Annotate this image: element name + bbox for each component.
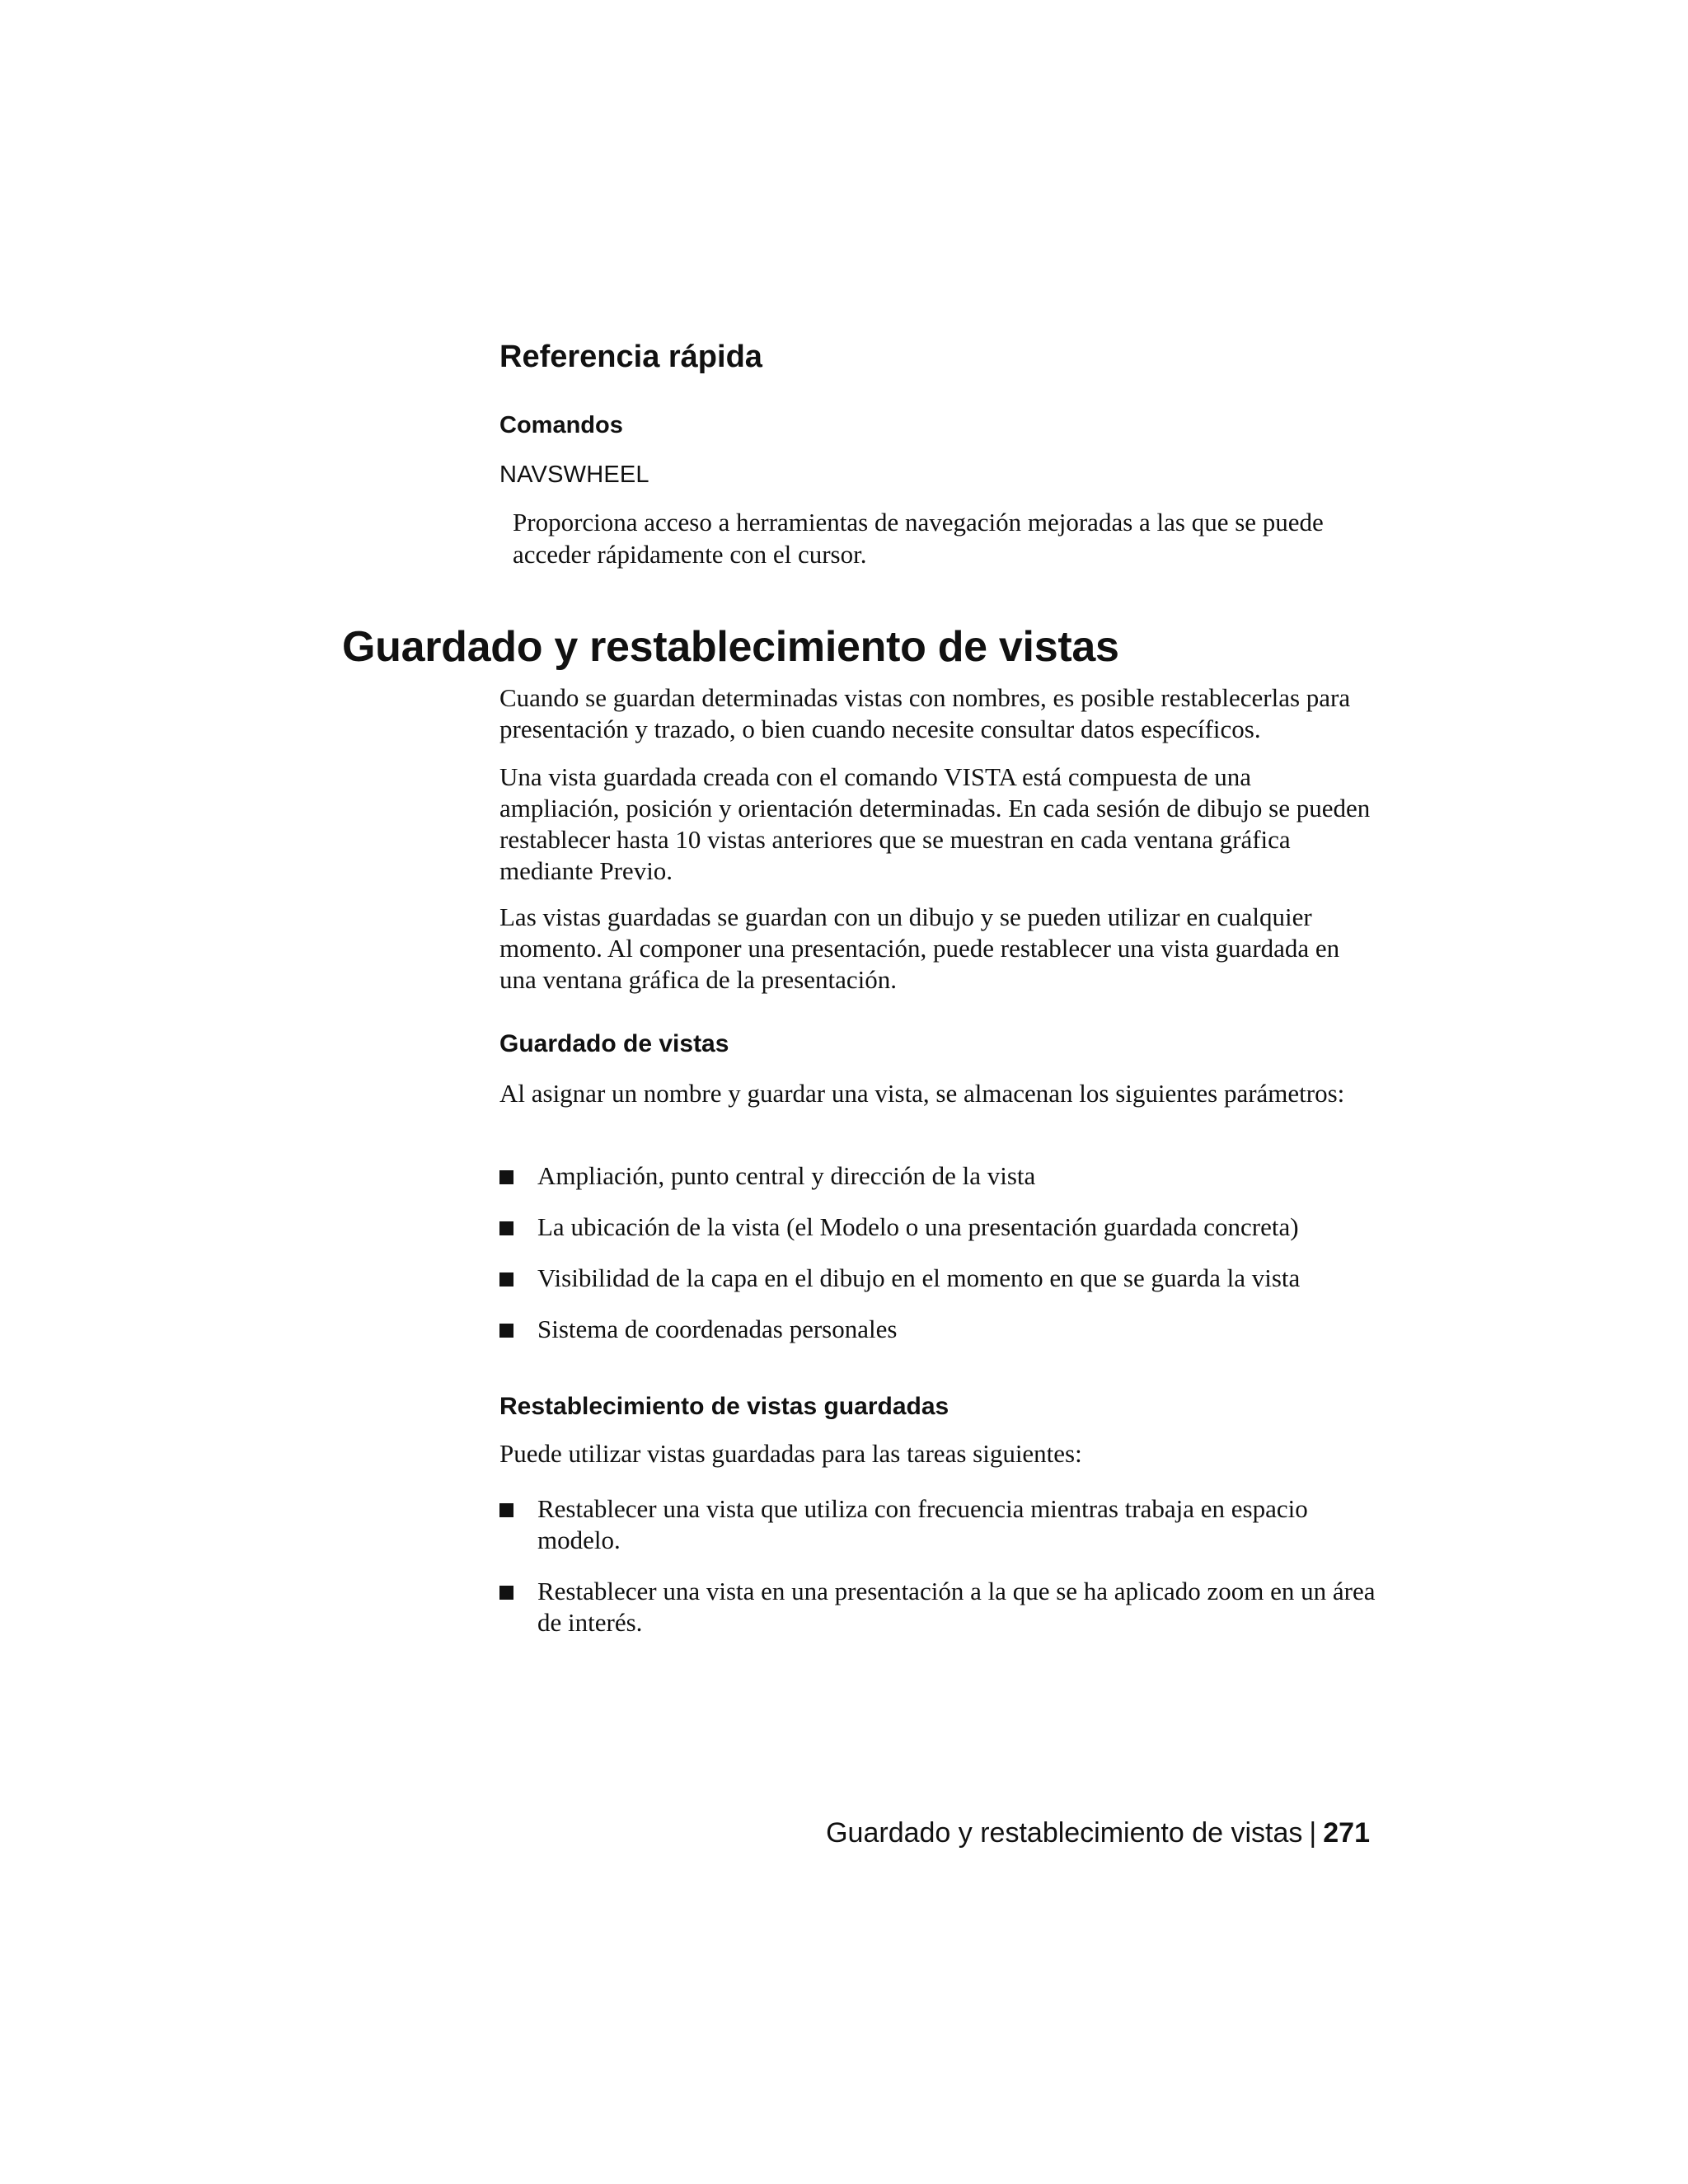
saving-views-intro: Al asignar un nombre y guardar una vista, se almacenan los siguientes parámetros:	[499, 1079, 1345, 1108]
command-description: Proporciona acceso a herramientas de navegación mejoradas a las que se puede acceder rápidamente con el cursor.	[513, 508, 1324, 569]
footer-separator: |	[1309, 1817, 1317, 1849]
list-item-text: Visibilidad de la capa en el dibujo en el momento en que se guarda la vista	[537, 1263, 1301, 1292]
bullet-square-icon	[499, 1586, 513, 1600]
list-item	[499, 1314, 1386, 1345]
section-paragraph: Cuando se guardan determinadas vistas con nombres, es posible restablecerlas para presentación y trazado, o bien cuando necesite consultar datos específicos.	[499, 683, 1351, 743]
running-title: Guardado y restablecimiento de vistas	[826, 1817, 1303, 1849]
restoring-tasks-list	[499, 1493, 1386, 1658]
list-item	[499, 1263, 1386, 1294]
quick-reference-heading: Referencia rápida	[499, 340, 762, 374]
saved-parameters-list	[499, 1160, 1386, 1365]
command-name: NAVSWHEEL	[499, 462, 649, 488]
bullet-square-icon	[499, 1170, 513, 1184]
list-item	[499, 1212, 1386, 1243]
restoring-views-heading: Restablecimiento de vistas guardadas	[499, 1393, 950, 1420]
saving-views-heading: Guardado de vistas	[499, 1030, 729, 1057]
list-item-text: Restablecer una vista en una presentación a la que se ha aplicado zoom en un área de interés.	[537, 1577, 1376, 1637]
list-item-text: Ampliación, punto central y dirección de la vista	[537, 1161, 1036, 1190]
bullet-square-icon	[499, 1272, 513, 1286]
list-item	[499, 1576, 1386, 1638]
section-title: Guardado y restablecimiento de vistas	[342, 623, 1119, 671]
list-item-text: Restablecer una vista que utiliza con frecuencia mientras trabaja en espacio modelo.	[537, 1494, 1308, 1554]
list-item-text: Sistema de coordenadas personales	[537, 1315, 898, 1343]
restoring-views-intro: Puede utilizar vistas guardadas para las tareas siguientes:	[499, 1439, 1082, 1468]
section-paragraph: Una vista guardada creada con el comando VISTA está compuesta de una ampliación, posición y orientación determinadas. En cada sesión de dibujo se pueden restablecer hasta 10 vistas anteriores que se muestran en cada ventana gráfica mediante Previo.	[499, 762, 1371, 885]
page-footer	[826, 1817, 1370, 1849]
bullet-square-icon	[499, 1221, 513, 1235]
page-number: 271	[1323, 1817, 1370, 1849]
bullet-square-icon	[499, 1503, 513, 1517]
list-item	[499, 1493, 1386, 1556]
commands-heading: Comandos	[499, 412, 623, 438]
list-item	[499, 1160, 1386, 1192]
section-paragraph: Las vistas guardadas se guardan con un dibujo y se pueden utilizar en cualquier momento. Al componer una presentación, puede restablecer una vista guardada en una ventana gráfica de la presentación.	[499, 902, 1340, 994]
bullet-square-icon	[499, 1324, 513, 1338]
list-item-text: La ubicación de la vista (el Modelo o una presentación guardada concreta)	[537, 1212, 1299, 1241]
